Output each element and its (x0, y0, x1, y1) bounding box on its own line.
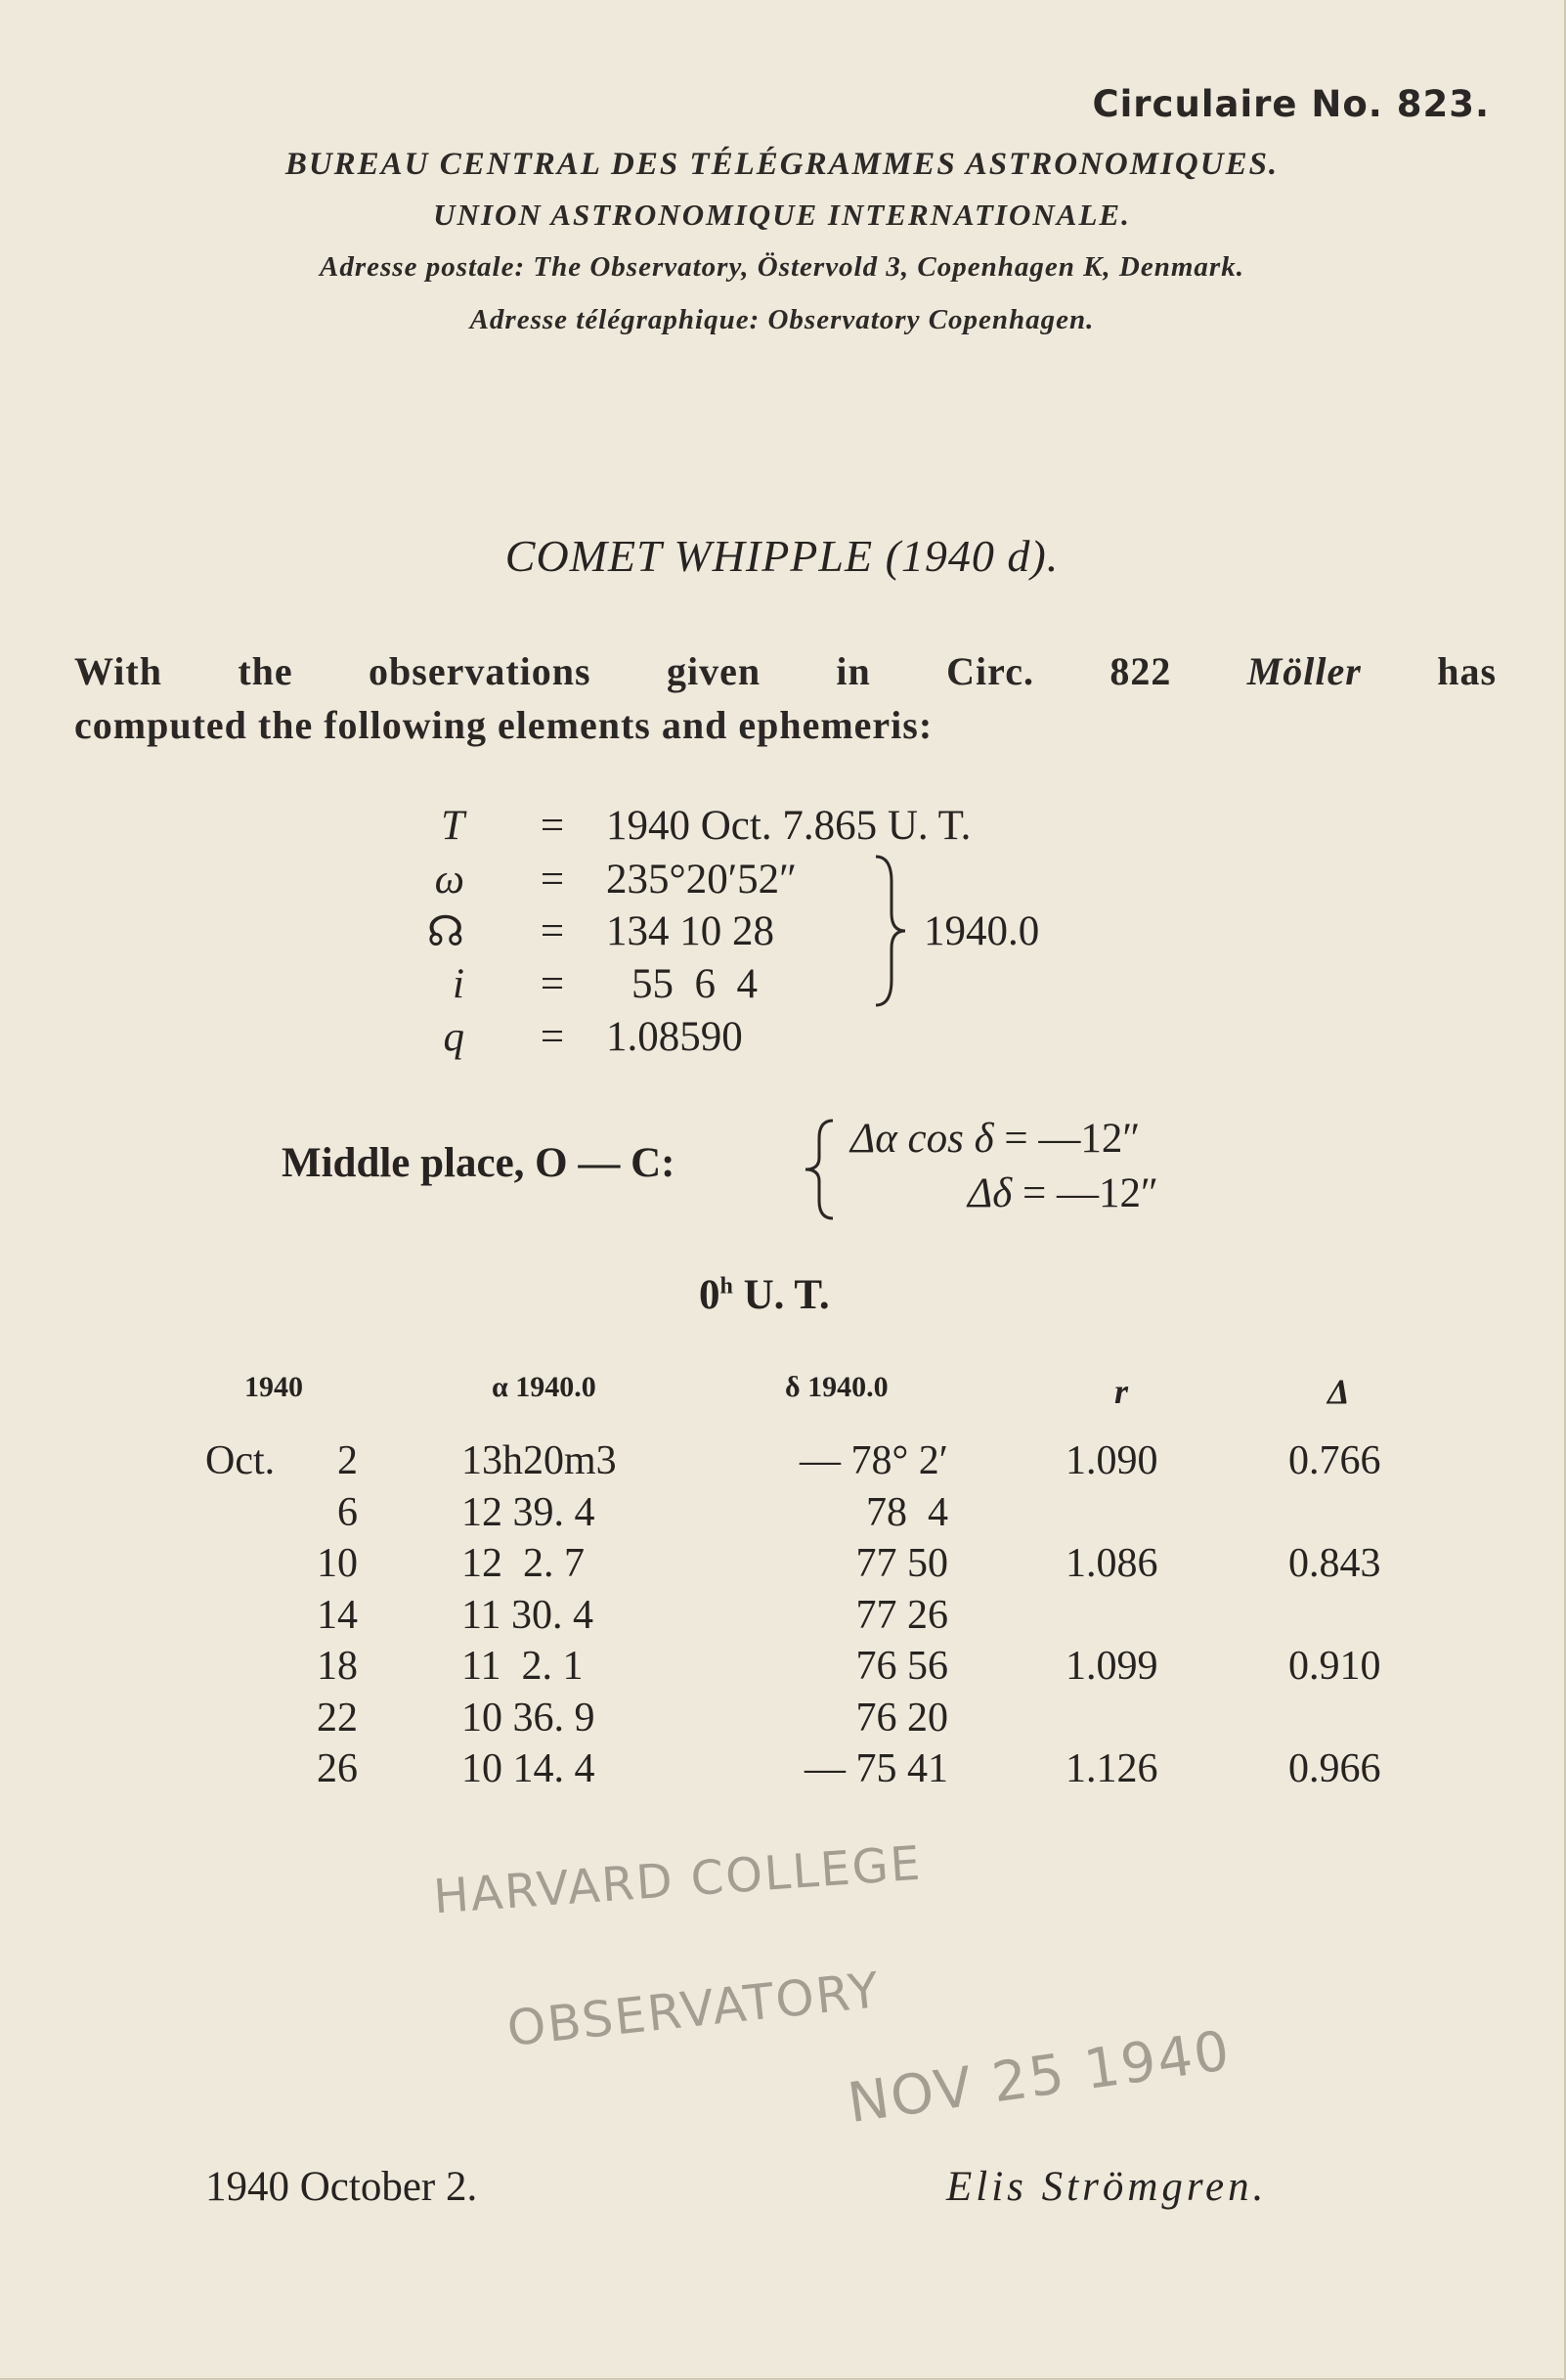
cell-day: 2 (337, 1438, 358, 1483)
equals-sign: = (540, 961, 565, 1007)
cell-dec: 78 4 (866, 1489, 948, 1535)
comet-title: COMET WHIPPLE (1940 d). (504, 531, 1060, 581)
cell-delta: 0.966 (1288, 1746, 1381, 1791)
intro-text-a: With the observations given in Circ. 822 (74, 649, 1172, 693)
cell-dec: 77 26 (855, 1592, 948, 1638)
element-omega-symbol: ω (434, 857, 464, 903)
cell-r: 1.099 (1066, 1644, 1158, 1689)
cell-month: Oct. (205, 1438, 276, 1483)
cell-dec: — 78° 2′ (800, 1438, 948, 1483)
cell-day: 14 (317, 1592, 358, 1638)
cell-ra: 10 14. 4 (461, 1746, 595, 1791)
element-q-symbol: q (443, 1014, 464, 1060)
cell-ra: 10 36. 9 (461, 1695, 595, 1741)
time-suffix: U. T. (732, 1272, 830, 1318)
union-heading: UNION ASTRONOMIQUE INTERNATIONALE. (433, 198, 1131, 232)
col-header-r (1114, 1371, 1128, 1412)
ra-residual-label: Δα cos δ (850, 1116, 994, 1162)
bureau-heading: BUREAU CENTRAL DES TÉLÉGRAMMES ASTRONOMIQUES. (284, 147, 1280, 182)
time-hour: 0 (699, 1272, 720, 1318)
stamp-line-2: OBSERVATORY (504, 1961, 884, 2057)
cell-dec: 77 50 (855, 1541, 948, 1586)
cell-r: 1.126 (1066, 1746, 1158, 1791)
cell-dec: 76 56 (855, 1644, 948, 1689)
author-name: Möller (1246, 649, 1362, 693)
cell-delta: 0.766 (1288, 1438, 1381, 1483)
time-unit: h (719, 1273, 733, 1300)
element-T-value: 1940 Oct. 7.865 U. T. (606, 803, 972, 849)
cell-day: 10 (317, 1541, 358, 1586)
middle-place-line-2 (968, 1169, 1158, 1217)
intro-text-b: has (1437, 649, 1498, 693)
col-header-date: 1940 (244, 1371, 303, 1403)
right-brace (870, 853, 909, 1009)
equals-sign: = (540, 1014, 565, 1060)
dec-residual-label: Δδ (968, 1170, 1013, 1216)
intro-line-2: computed the following elements and ephemeris: (74, 703, 934, 747)
cell-ra: 11 2. 1 (461, 1644, 584, 1689)
element-node-value: 134 10 28 (606, 908, 774, 954)
equals-sign: = (540, 803, 565, 849)
equals-sign: = (540, 857, 565, 903)
time-label (699, 1271, 830, 1319)
ra-header-text: α 1940.0 (492, 1371, 596, 1403)
cell-ra: 11 30. 4 (461, 1592, 593, 1638)
element-i-value: 55 6 4 (631, 961, 758, 1007)
col-header-ra (492, 1371, 596, 1404)
cell-r: 1.086 (1066, 1541, 1158, 1586)
intro-line-1 (74, 648, 1497, 694)
stamp-line-3: NOV 25 1940 (844, 2018, 1236, 2137)
postal-address: Adresse postale: The Observatory, Östervold 3, Copenhagen K, Denmark. (320, 251, 1244, 283)
col-header-dec (785, 1371, 889, 1404)
circular-number: Circulaire No. 823. (1092, 83, 1490, 125)
stamp-line-1: HARVARD COLLEGE (431, 1835, 924, 1925)
cell-ra: 12 39. 4 (461, 1489, 595, 1535)
cell-ra: 13h20m3 (461, 1438, 617, 1483)
element-omega-value: 235°20′52″ (606, 857, 798, 903)
cell-dec: — 75 41 (805, 1746, 948, 1791)
cell-day: 18 (317, 1644, 358, 1689)
delta-header-text: Δ (1327, 1372, 1350, 1411)
telegraphic-address: Adresse télégraphique: Observatory Copenhagen. (469, 304, 1095, 335)
signature: Elis Strömgren. (946, 2164, 1268, 2210)
issue-date: 1940 October 2. (205, 2164, 478, 2210)
cell-r: 1.090 (1066, 1438, 1158, 1483)
ra-residual-value: = —12″ (1004, 1116, 1141, 1162)
cell-delta: 0.910 (1288, 1644, 1381, 1689)
left-brace (800, 1117, 839, 1222)
middle-place-label: Middle place, O — C: (282, 1140, 675, 1186)
element-i-symbol: i (453, 961, 464, 1007)
equals-sign: = (540, 908, 565, 954)
epoch-value: 1940.0 (924, 908, 1040, 954)
cell-day: 26 (317, 1746, 358, 1791)
dec-header-text: δ 1940.0 (785, 1371, 889, 1403)
dec-residual-value: = —12″ (1022, 1170, 1158, 1216)
element-T-symbol: T (441, 803, 464, 849)
element-q-value: 1.08590 (606, 1014, 743, 1060)
cell-ra: 12 2. 7 (461, 1541, 585, 1586)
element-node-symbol: ☊ (426, 909, 464, 955)
cell-dec: 76 20 (855, 1695, 948, 1741)
r-header-text: r (1114, 1372, 1129, 1411)
cell-day: 6 (337, 1489, 358, 1535)
col-header-delta (1327, 1371, 1350, 1412)
middle-place-line-1 (850, 1115, 1140, 1163)
cell-delta: 0.843 (1288, 1541, 1381, 1586)
cell-day: 22 (317, 1695, 358, 1741)
